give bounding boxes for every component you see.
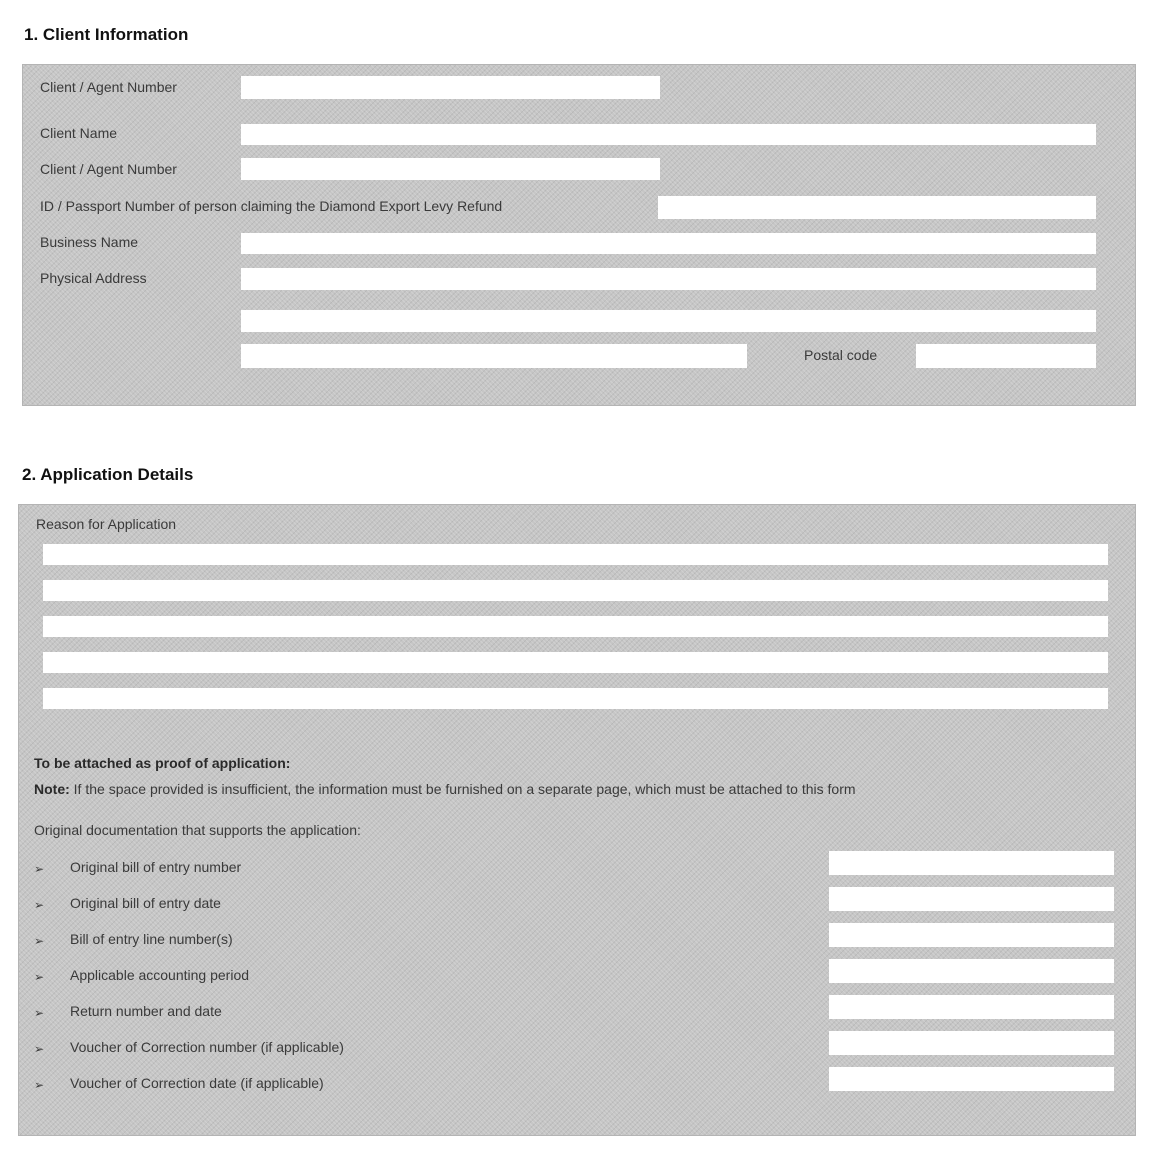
id-passport-label: ID / Passport Number of person claiming the Diamond Export Levy Refund (40, 198, 503, 214)
business-name-label: Business Name (40, 234, 139, 250)
item-label-bill-of-entry-number: Original bill of entry number (70, 859, 242, 875)
arrow-bullet-icon: ➢ (34, 898, 45, 912)
note-label: Note: (34, 781, 70, 797)
arrow-bullet-icon: ➢ (34, 934, 45, 948)
line-numbers-field[interactable] (829, 923, 1114, 947)
section1-title: 1. Client Information (24, 25, 189, 44)
arrow-bullet-icon: ➢ (34, 862, 45, 876)
postal-code-field[interactable] (916, 344, 1096, 368)
reason-line-4[interactable] (43, 652, 1108, 673)
item-label-voc-date: Voucher of Correction date (if applicable) (70, 1075, 324, 1091)
client-agent-number-2-label: Client / Agent Number (40, 161, 177, 177)
arrow-bullet-icon: ➢ (34, 970, 45, 984)
return-number-date-field[interactable] (829, 995, 1114, 1019)
voc-number-field[interactable] (829, 1031, 1114, 1055)
item-label-accounting-period: Applicable accounting period (70, 967, 250, 983)
reason-line-1[interactable] (43, 544, 1108, 565)
note-text: If the space provided is insufficient, the information must be furnished on a separate page, which must be attached to this form (69, 781, 856, 797)
reason-line-5[interactable] (43, 688, 1108, 709)
accounting-period-field[interactable] (829, 959, 1114, 983)
item-label-return-number-date: Return number and date (70, 1003, 222, 1019)
address-line2-field[interactable] (241, 310, 1096, 332)
reason-line-3[interactable] (43, 616, 1108, 637)
note-line (34, 781, 856, 797)
arrow-bullet-icon: ➢ (34, 1006, 45, 1020)
section2-title: 2. Application Details (22, 465, 194, 484)
bill-of-entry-number-field[interactable] (829, 851, 1114, 875)
address-line1-field[interactable] (241, 268, 1096, 290)
business-name-field[interactable] (241, 233, 1096, 254)
bill-of-entry-date-field[interactable] (829, 887, 1114, 911)
item-label-voc-number: Voucher of Correction number (if applicable) (70, 1039, 344, 1055)
item-label-line-numbers: Bill of entry line number(s) (70, 931, 233, 947)
client-agent-number-field[interactable] (241, 76, 660, 99)
address-line3-field[interactable] (241, 344, 747, 368)
id-passport-field[interactable] (658, 196, 1096, 219)
reason-label: Reason for Application (36, 516, 177, 532)
physical-address-label: Physical Address (40, 270, 147, 286)
arrow-bullet-icon: ➢ (34, 1078, 45, 1092)
reason-line-2[interactable] (43, 580, 1108, 601)
arrow-bullet-icon: ➢ (34, 1042, 45, 1056)
proof-heading: To be attached as proof of application: (34, 755, 291, 771)
item-label-bill-of-entry-date: Original bill of entry date (70, 895, 221, 911)
client-name-label: Client Name (40, 125, 118, 141)
client-agent-number-label: Client / Agent Number (40, 79, 177, 95)
client-agent-number-2-field[interactable] (241, 158, 660, 180)
postal-code-label: Postal code (804, 347, 878, 363)
original-documentation-text: Original documentation that supports the application: (34, 822, 361, 838)
client-name-field[interactable] (241, 124, 1096, 145)
voc-date-field[interactable] (829, 1067, 1114, 1091)
